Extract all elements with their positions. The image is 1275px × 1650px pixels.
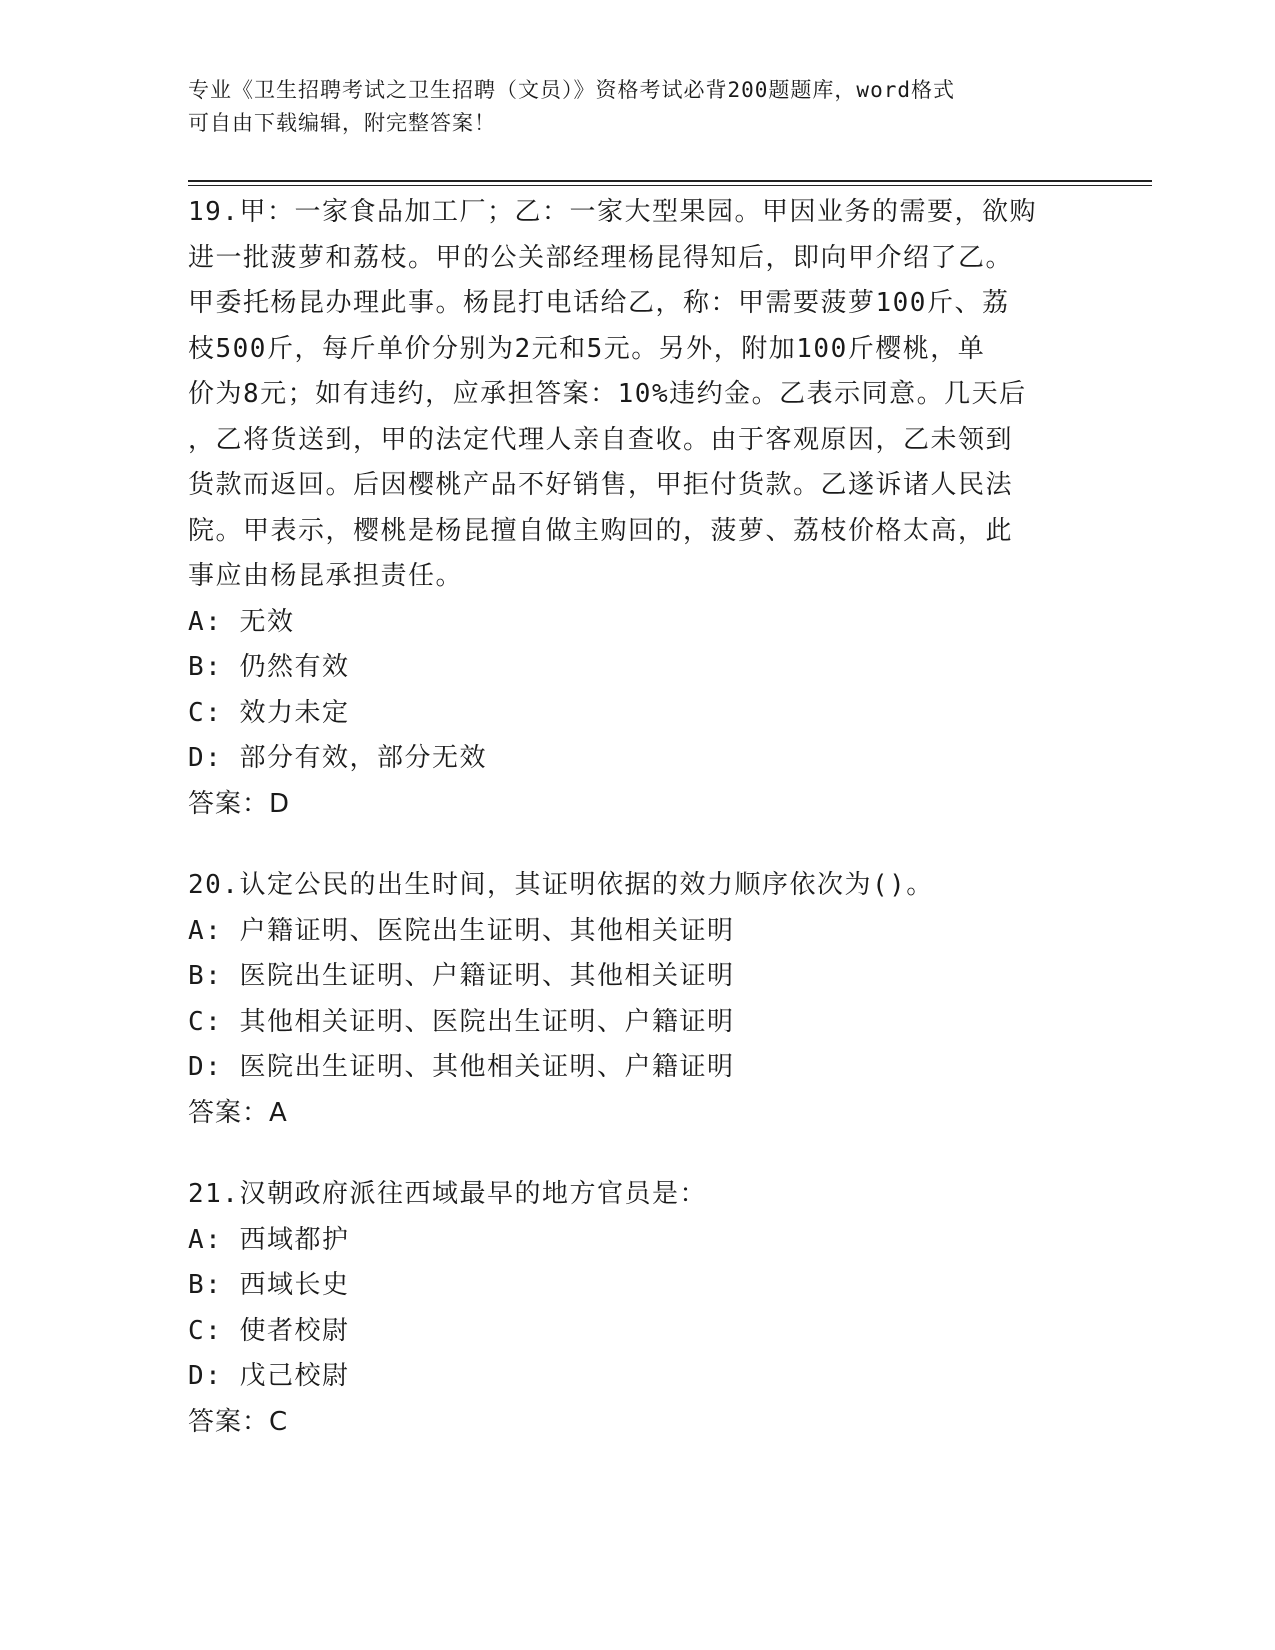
answer-line: 答案：D xyxy=(188,788,291,819)
question-stem-line: 甲委托杨昆办理此事。杨昆打电话给乙，称：甲需要菠萝100斤、荔 xyxy=(188,288,1010,318)
question-20 xyxy=(188,863,1088,1136)
option-a: A: 西域都护 xyxy=(188,1224,350,1255)
header-divider-thick xyxy=(188,180,1152,182)
option-b: B: 西域长史 xyxy=(188,1270,350,1300)
question-stem-line: 事应由杨昆承担责任。 xyxy=(188,561,464,591)
option-d: D: 部分有效，部分无效 xyxy=(188,743,487,773)
option-d: D: 戊己校尉 xyxy=(188,1361,350,1391)
question-stem-line: 进一批菠萝和荔枝。甲的公关部经理杨昆得知后，即向甲介绍了乙。 xyxy=(188,242,1014,273)
option-c: C: 其他相关证明、医院出生证明、户籍证明 xyxy=(188,1006,735,1037)
question-list xyxy=(188,190,1088,1481)
header-line-1: 专业《卫生招聘考试之卫生招聘（文员）》资格考试必背200题题库，word格式 xyxy=(188,78,955,102)
option-c: C: 使者校尉 xyxy=(188,1315,350,1346)
option-b: B: 医院出生证明、户籍证明、其他相关证明 xyxy=(188,961,735,991)
answer-line: 答案：A xyxy=(188,1097,288,1128)
option-b: B: 仍然有效 xyxy=(188,652,350,682)
option-c: C: 效力未定 xyxy=(188,697,350,728)
header-line-2: 可自由下载编辑，附完整答案！ xyxy=(188,111,496,135)
question-19 xyxy=(188,190,1088,827)
header-divider-thin xyxy=(188,185,1152,186)
question-stem-line: 20.认定公民的出生时间，其证明依据的效力顺序依次为()。 xyxy=(188,870,934,900)
document-header xyxy=(188,74,1088,140)
option-a: A: 无效 xyxy=(188,606,295,637)
option-d: D: 医院出生证明、其他相关证明、户籍证明 xyxy=(188,1052,735,1082)
answer-line: 答案：C xyxy=(188,1406,289,1437)
question-stem-line: ，乙将货送到，甲的法定代理人亲自查收。由于客观原因，乙未领到 xyxy=(188,424,1014,455)
question-21 xyxy=(188,1172,1088,1445)
option-a: A: 户籍证明、医院出生证明、其他相关证明 xyxy=(188,915,735,946)
question-stem-line: 21.汉朝政府派往西域最早的地方官员是： xyxy=(188,1179,707,1209)
question-stem-line: 枝500斤，每斤单价分别为2元和5元。另外，附加100斤樱桃，单 xyxy=(188,333,986,364)
question-stem-line: 19.甲：一家食品加工厂；乙：一家大型果园。甲因业务的需要，欲购 xyxy=(188,197,1037,227)
question-stem-line: 院。甲表示，樱桃是杨昆擅自做主购回的，菠萝、荔枝价格太高，此 xyxy=(188,515,1014,546)
question-stem-line: 价为8元；如有违约，应承担答案：10%违约金。乙表示同意。几天后 xyxy=(188,379,1027,409)
question-stem-line: 货款而返回。后因樱桃产品不好销售，甲拒付货款。乙遂诉诸人民法 xyxy=(188,470,1014,500)
